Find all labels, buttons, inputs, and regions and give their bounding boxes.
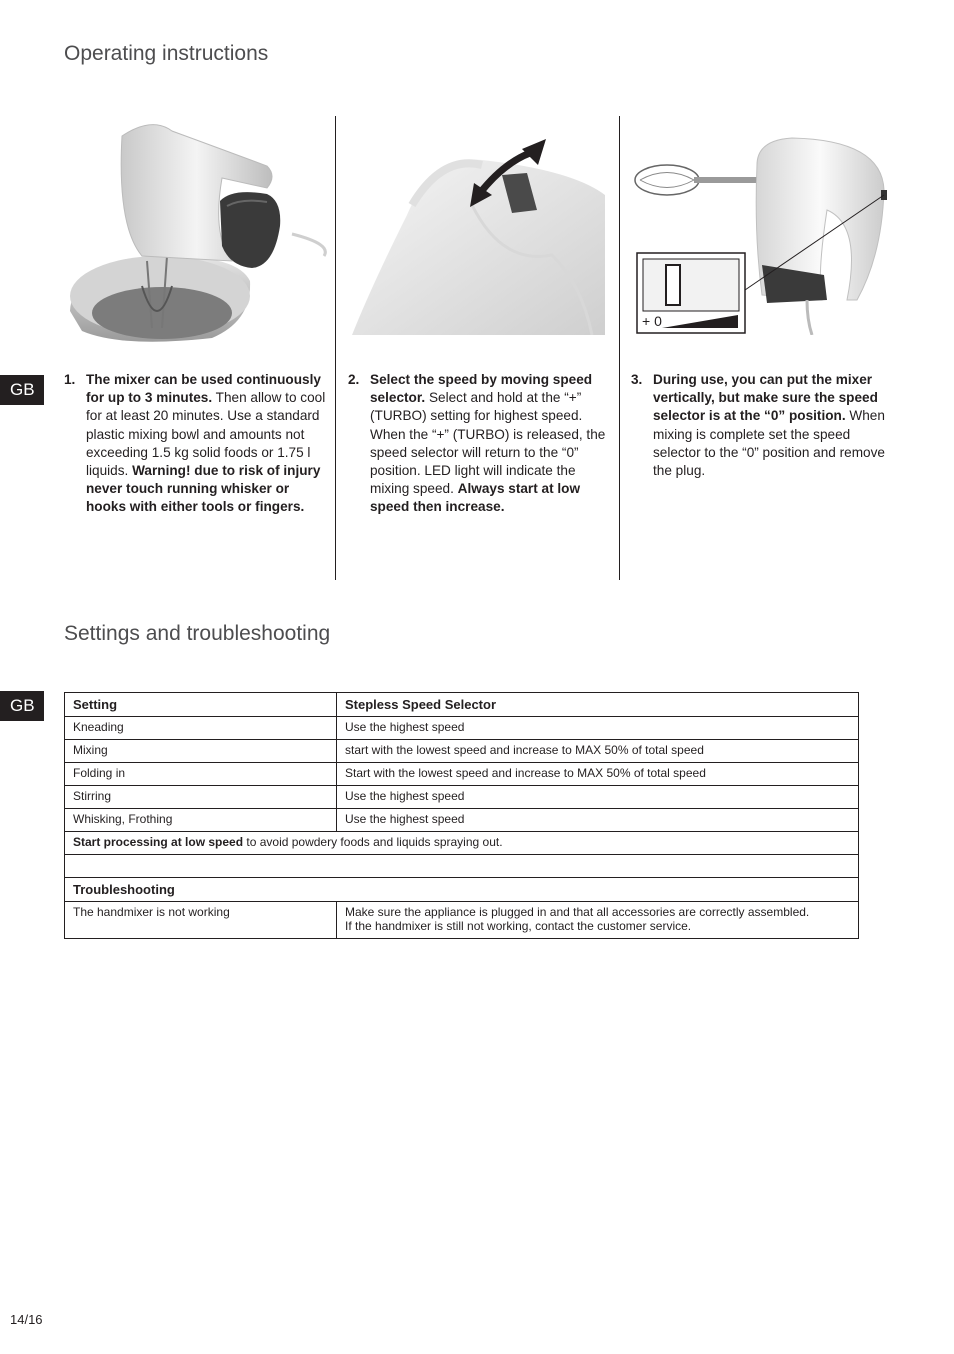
speed-selector-illustration — [352, 135, 606, 335]
step-warning-text: Warning! due to risk of injury never touch running whisker or hooks with either tools or fingers. — [86, 463, 321, 515]
table-spacer-row — [65, 855, 859, 878]
troubleshooting-header-row — [65, 878, 859, 902]
step-bold-text: During use, you can put the mixer vertically, but make sure the speed selector is at the “0” position. — [653, 372, 878, 424]
language-tab: GB — [0, 375, 44, 405]
step-1 — [64, 371, 329, 517]
table-note-row — [65, 832, 859, 855]
table-row — [65, 717, 859, 740]
step-text: When mixing is complete set the speed selector to the “0” position and remove the plug. — [653, 408, 885, 479]
step-text: Then allow to cool for at least 20 minutes. Use a standard plastic mixing bowl and amounts not exceeding 1.5 kg solid foods or 1.75 l liquids. — [86, 390, 326, 479]
table-header-row — [65, 693, 859, 717]
table-cell: Whisking, Frothing — [65, 809, 337, 832]
solution-line-2: If the handmixer is still not working, contact the customer service. — [345, 919, 692, 933]
troubleshooting-solution — [337, 902, 859, 939]
step-text: Select and hold at the “+” (TURBO) setting for highest speed. When the “+” (TURBO) is released, the speed selector will return to the “0” position. LED light will indicate the mixing speed. — [370, 390, 606, 497]
table-cell: Use the highest speed — [337, 717, 859, 740]
troubleshooting-row — [65, 902, 859, 939]
page-title: Operating instructions — [64, 42, 269, 65]
step-bold-text: The mixer can be used continuously for up to 3 minutes. — [86, 372, 321, 406]
table-cell: Use the highest speed — [337, 809, 859, 832]
page-number: 14/16 — [10, 1312, 43, 1327]
step-2 — [348, 371, 610, 517]
table-row — [65, 763, 859, 786]
table-cell: Stirring — [65, 786, 337, 809]
solution-line-1: Make sure the appliance is plugged in and that all accessories are correctly assembled. — [345, 905, 810, 919]
step-bold-text: Select the speed by moving speed selector. — [370, 372, 593, 406]
table-note-cell — [65, 832, 859, 855]
table-row — [65, 786, 859, 809]
column-divider — [335, 116, 336, 580]
note-text: to avoid powdery foods and liquids spraying out. — [243, 835, 503, 849]
step-3 — [631, 371, 891, 480]
table-cell: Kneading — [65, 717, 337, 740]
step-number: 3. — [631, 372, 643, 387]
table-cell: Folding in — [65, 763, 337, 786]
table-cell: Use the highest speed — [337, 786, 859, 809]
step-number: 1. — [64, 372, 76, 387]
troubleshooting-header: Troubleshooting — [65, 878, 859, 902]
table-header-cell: Setting — [65, 693, 337, 717]
table-header-cell: Stepless Speed Selector — [337, 693, 859, 717]
language-tab: GB — [0, 691, 44, 721]
mixer-bowl-illustration — [62, 116, 328, 344]
troubleshooting-problem: The handmixer is not working — [65, 902, 337, 939]
vertical-mixer-illustration — [632, 135, 890, 335]
table-cell: start with the lowest speed and increase to MAX 50% of total speed — [337, 740, 859, 763]
note-bold: Start processing at low speed — [73, 835, 244, 849]
section-title: Settings and troubleshooting — [64, 622, 331, 645]
table-row — [65, 809, 859, 832]
table-cell: Start with the lowest speed and increase to MAX 50% of total speed — [337, 763, 859, 786]
settings-table — [64, 692, 859, 939]
column-divider — [619, 116, 620, 580]
step-number: 2. — [348, 372, 360, 387]
table-row — [65, 740, 859, 763]
table-spacer-cell — [65, 855, 859, 878]
step-bold-text-end: Always start at low speed then increase. — [370, 481, 581, 515]
speed-scale-label: + 0 — [642, 313, 662, 329]
table-cell: Mixing — [65, 740, 337, 763]
